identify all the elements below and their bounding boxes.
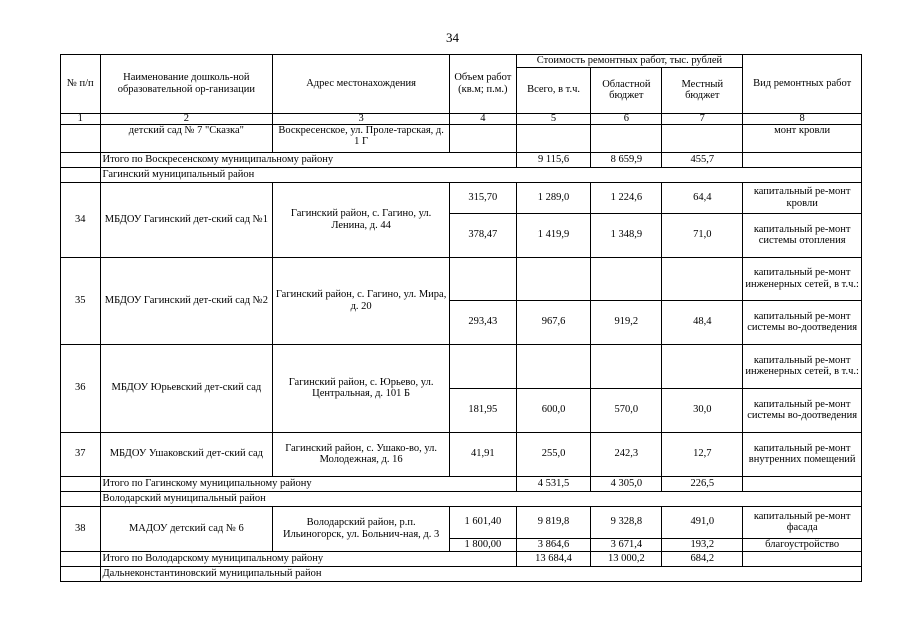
- work-volume: 1 601,40: [450, 506, 517, 538]
- header-name: Наименование дошколь-ной образовательной ор-ганизации: [100, 55, 273, 114]
- org-name: МБДОУ Гагинский дет-ский сад №2: [100, 257, 273, 344]
- table-row: [61, 506, 862, 538]
- total-regional: 13 000,2: [591, 551, 662, 566]
- col-number: 3: [273, 113, 450, 124]
- district-name: Дальнеконстантиновский муниципальный район: [100, 566, 861, 581]
- col-number: 6: [591, 113, 662, 124]
- cost-local: 71,0: [662, 213, 743, 257]
- table-row: [61, 344, 862, 388]
- cost-local: 64,4: [662, 182, 743, 213]
- header-cost-group: Стоимость ремонтных работ, тыс. рублей: [516, 55, 743, 68]
- org-name: МБДОУ Ушаковский дет-ский сад: [100, 432, 273, 476]
- work-type: благоустройство: [743, 538, 862, 551]
- work-type: капитальный ре-монт инженерных сетей, в т.ч.:: [743, 344, 862, 388]
- cost-local: 491,0: [662, 506, 743, 538]
- work-type: капитальный ре-монт системы отопления: [743, 213, 862, 257]
- table-row: [61, 432, 862, 476]
- cost-total: 1 289,0: [516, 182, 591, 213]
- work-type: капитальный ре-монт фасада: [743, 506, 862, 538]
- district-row: [61, 491, 862, 506]
- cost-total: 600,0: [516, 388, 591, 432]
- total-sum: 9 115,6: [516, 152, 591, 167]
- cost-local: 12,7: [662, 432, 743, 476]
- total-regional: 4 305,0: [591, 476, 662, 491]
- row-number: 37: [61, 432, 101, 476]
- row-number: 36: [61, 344, 101, 432]
- header-regional: Областной бюджет: [591, 67, 662, 113]
- org-name: детский сад № 7 "Сказка": [100, 124, 273, 152]
- total-local: 226,5: [662, 476, 743, 491]
- col-number: 1: [61, 113, 101, 124]
- cost-total: 9 819,8: [516, 506, 591, 538]
- cost-total: 255,0: [516, 432, 591, 476]
- total-label: Итого по Воскресенскому муниципальному району: [100, 152, 516, 167]
- table-row: [61, 257, 862, 300]
- work-volume: 41,91: [450, 432, 517, 476]
- total-label: Итого по Володарскому муниципальному району: [100, 551, 516, 566]
- org-address: Гагинский район, с. Юрьево, ул. Центральная, д. 101 Б: [273, 344, 450, 432]
- total-row: [61, 152, 862, 167]
- col-number: 7: [662, 113, 743, 124]
- cost-regional: 3 671,4: [591, 538, 662, 551]
- total-local: 684,2: [662, 551, 743, 566]
- cost-regional: 1 224,6: [591, 182, 662, 213]
- total-sum: 13 684,4: [516, 551, 591, 566]
- org-name: МБДОУ Юрьевский дет-ский сад: [100, 344, 273, 432]
- table-row: [61, 182, 862, 213]
- work-type: капитальный ре-монт инженерных сетей, в т.ч.:: [743, 257, 862, 300]
- total-row: [61, 551, 862, 566]
- cost-regional: 9 328,8: [591, 506, 662, 538]
- total-sum: 4 531,5: [516, 476, 591, 491]
- col-number: 8: [743, 113, 862, 124]
- cost-total: 3 864,6: [516, 538, 591, 551]
- header-total: Всего, в т.ч.: [516, 67, 591, 113]
- cost-local: 48,4: [662, 300, 743, 344]
- total-local: 455,7: [662, 152, 743, 167]
- work-type: капитальный ре-монт внутренних помещений: [743, 432, 862, 476]
- district-row: [61, 566, 862, 581]
- district-name: Гагинский муниципальный район: [100, 167, 861, 182]
- header-volume: Объем работ (кв.м; п.м.): [450, 55, 517, 114]
- cost-regional: 242,3: [591, 432, 662, 476]
- org-address: Гагинский район, с. Ушако-во, ул. Молодежная, д. 16: [273, 432, 450, 476]
- row-number: 34: [61, 182, 101, 257]
- header-type: Вид ремонтных работ: [743, 55, 862, 114]
- repair-works-table: [60, 54, 862, 582]
- org-name: МАДОУ детский сад № 6: [100, 506, 273, 551]
- cost-regional: 1 348,9: [591, 213, 662, 257]
- work-type: капитальный ре-монт кровли: [743, 182, 862, 213]
- work-type: капитальный ре-монт системы во-доотведения: [743, 388, 862, 432]
- cost-local: 193,2: [662, 538, 743, 551]
- header-local: Местный бюджет: [662, 67, 743, 113]
- org-name: МБДОУ Гагинский дет-ский сад №1: [100, 182, 273, 257]
- col-number: 2: [100, 113, 273, 124]
- org-address: Воскресенское, ул. Проле-тарская, д. 1 Г: [273, 124, 450, 152]
- row-number: 35: [61, 257, 101, 344]
- header-row-1: [61, 55, 862, 68]
- page-number: 34: [446, 30, 459, 45]
- org-address: Гагинский район, с. Гагино, ул. Мира, д. 20: [273, 257, 450, 344]
- district-name: Володарский муниципальный район: [100, 491, 861, 506]
- work-volume: 293,43: [450, 300, 517, 344]
- org-address: Гагинский район, с. Гагино, ул. Ленина, д. 44: [273, 182, 450, 257]
- org-address: Володарский район, р.п. Ильиногорск, ул. Больнич-ная, д. 3: [273, 506, 450, 551]
- table-row: [61, 124, 862, 152]
- header-numbers-row: [61, 113, 862, 124]
- total-label: Итого по Гагинскому муниципальному району: [100, 476, 516, 491]
- cost-regional: 570,0: [591, 388, 662, 432]
- work-type: монт кровли: [743, 124, 862, 152]
- header-address: Адрес местонахождения: [273, 55, 450, 114]
- work-volume: 1 800,00: [450, 538, 517, 551]
- cost-regional: 919,2: [591, 300, 662, 344]
- header-num: № п/п: [61, 55, 101, 114]
- work-volume: 181,95: [450, 388, 517, 432]
- cost-total: 967,6: [516, 300, 591, 344]
- work-volume: 315,70: [450, 182, 517, 213]
- total-regional: 8 659,9: [591, 152, 662, 167]
- cost-total: 1 419,9: [516, 213, 591, 257]
- row-number: 38: [61, 506, 101, 551]
- work-type: капитальный ре-монт системы во-доотведения: [743, 300, 862, 344]
- col-number: 4: [450, 113, 517, 124]
- district-row: [61, 167, 862, 182]
- col-number: 5: [516, 113, 591, 124]
- work-volume: 378,47: [450, 213, 517, 257]
- cost-local: 30,0: [662, 388, 743, 432]
- total-row: [61, 476, 862, 491]
